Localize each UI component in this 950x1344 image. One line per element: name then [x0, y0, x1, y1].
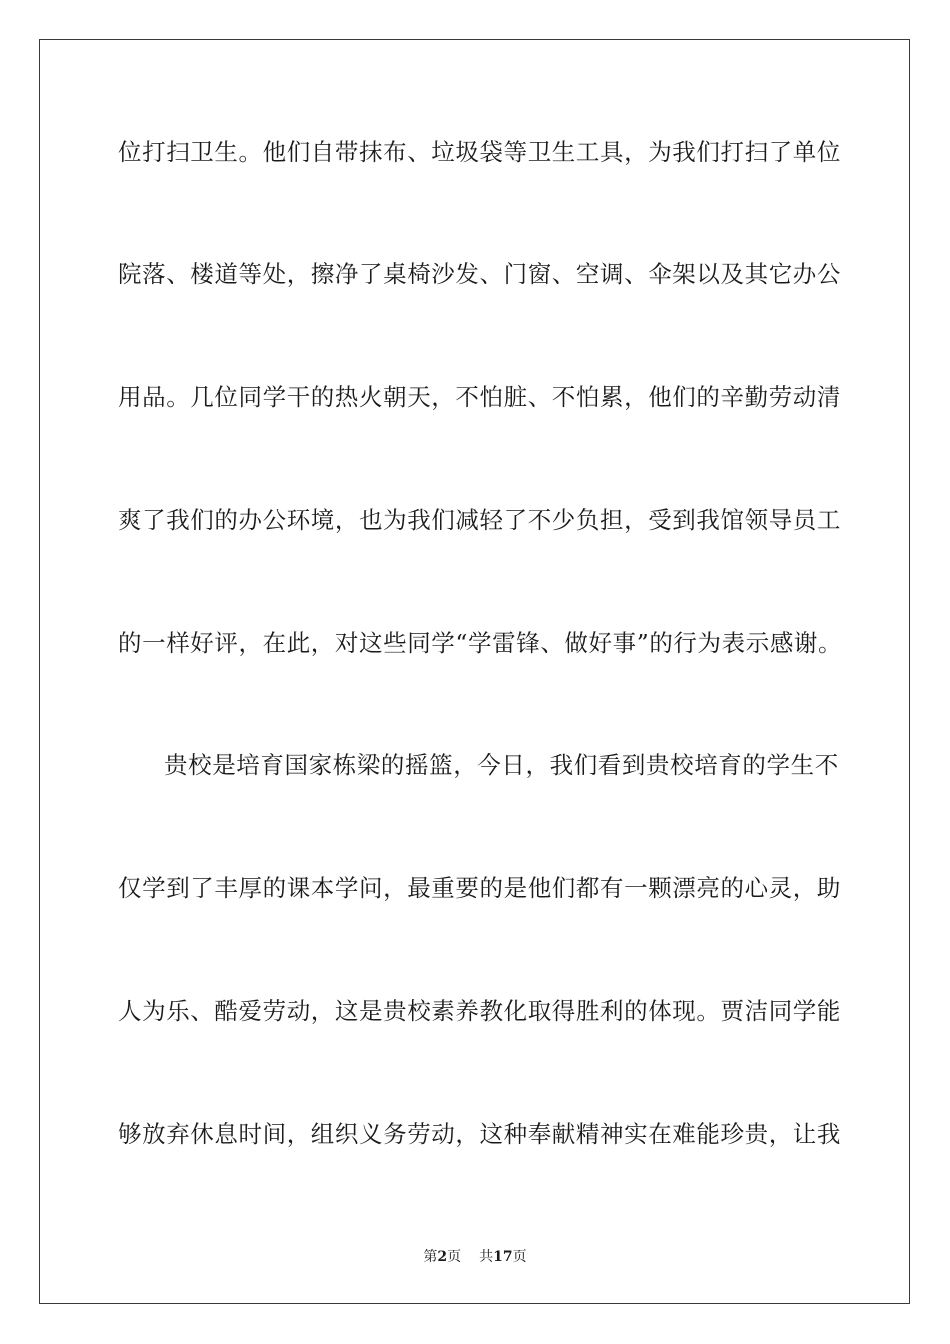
page-suffix: 页 [447, 1249, 462, 1265]
page-indicator [423, 1249, 461, 1265]
page-border [39, 39, 910, 1304]
total-prefix: 共 [479, 1249, 494, 1265]
text-line: 位打扫卫生。他们自带抹布、垃圾袋等卫生工具，为我们打扫了单位 [118, 138, 841, 166]
total-suffix: 页 [512, 1249, 527, 1265]
text-line: 仅学到了丰厚的课本学问，最重要的是他们都有一颗漂亮的心灵，助 [118, 874, 841, 902]
text-line: 院落、楼道等处，擦净了桌椅沙发、门窗、空调、伞架以及其它办公 [118, 260, 841, 288]
total-pages-indicator [479, 1249, 526, 1265]
text-line: 够放弃休息时间，组织义务劳动，这种奉献精神实在难能珍贵，让我 [118, 1120, 841, 1148]
text-line: 用品。几位同学干的热火朝天，不怕脏、不怕累，他们的辛勤劳动清 [118, 383, 841, 411]
text-line: 的一样好评，在此，对这些同学“学雷锋、做好事”的行为表示感谢。 [118, 629, 843, 657]
page-footer [0, 1248, 950, 1266]
text-line: 爽了我们的办公环境，也为我们减轻了不少负担，受到我馆领导员工 [118, 506, 841, 534]
paragraph-start-line: 贵校是培育国家栋梁的摇篮，今日，我们看到贵校培育的学生不 [164, 751, 839, 779]
text-line: 人为乐、酷爱劳动，这是贵校素养教化取得胜利的体现。贾洁同学能 [118, 997, 841, 1025]
total-pages: 17 [493, 1249, 513, 1265]
page-number: 2 [437, 1249, 448, 1265]
page-prefix: 第 [423, 1249, 438, 1265]
